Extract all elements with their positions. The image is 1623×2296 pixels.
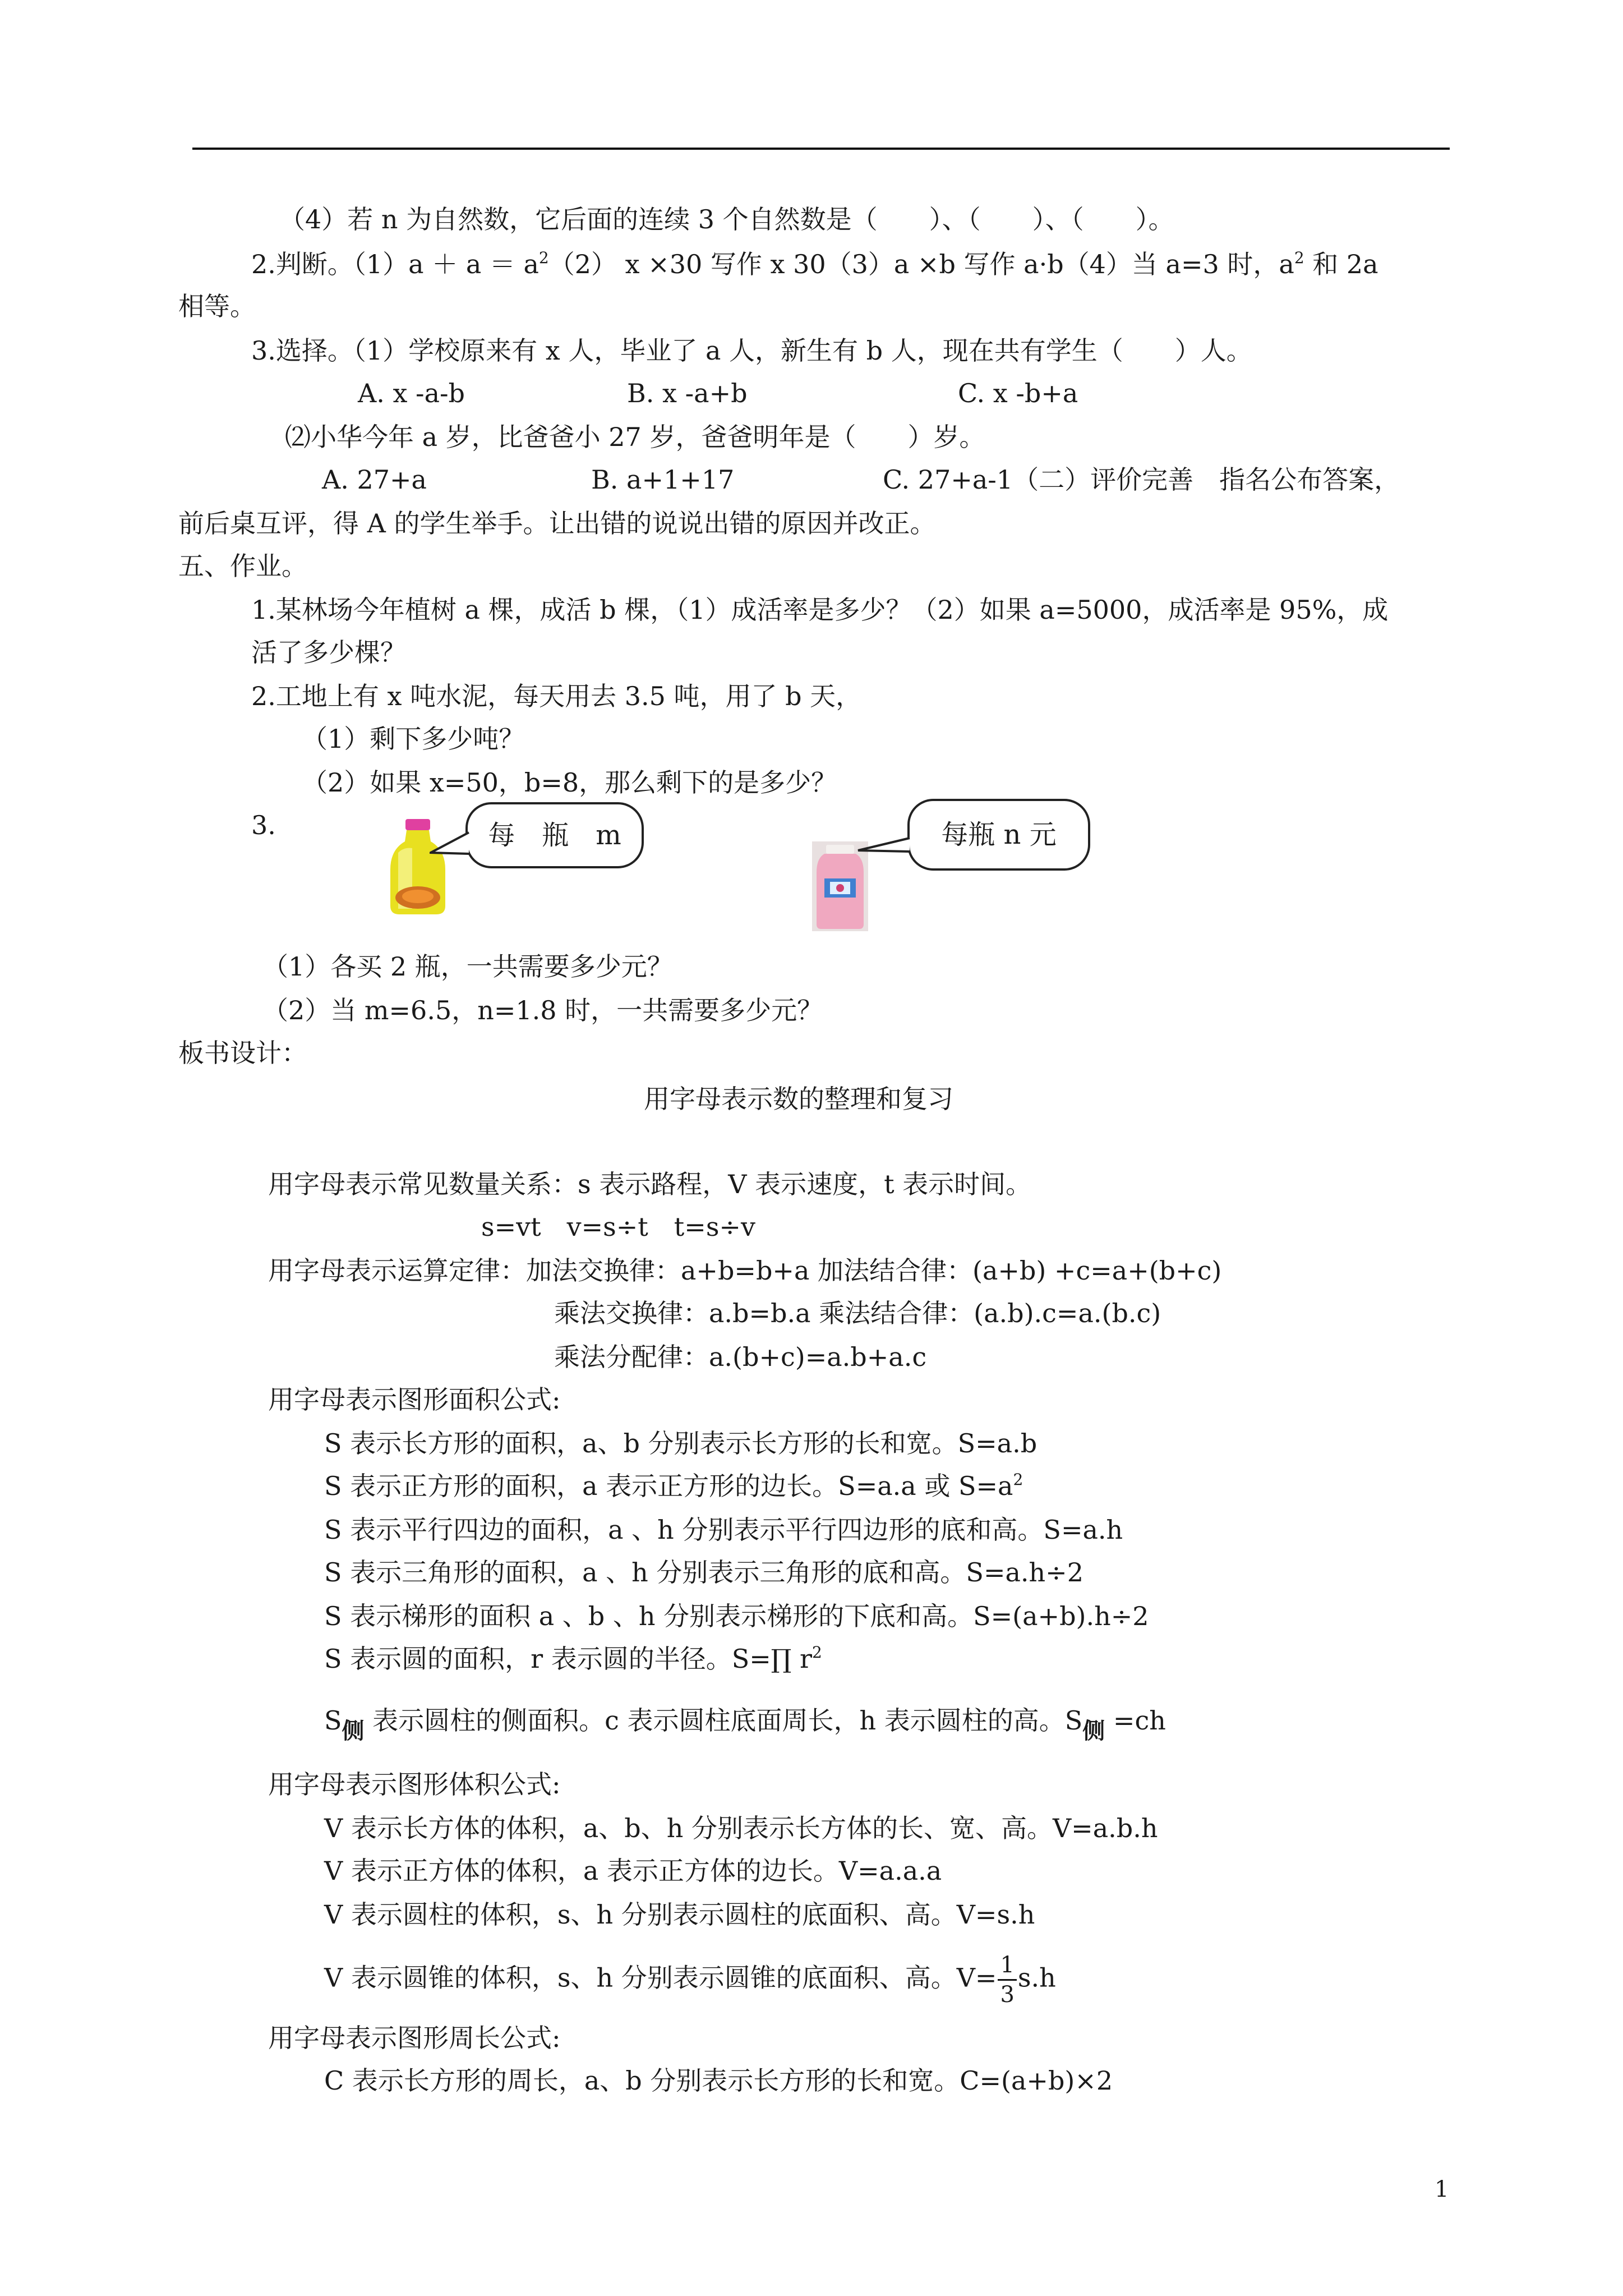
text-line: （2）当 m=6.5，n=1.8 时，一共需要多少元？ [262, 995, 823, 1025]
text-line: S侧 表示圆柱的侧面积。c 表示圆柱底面周长，h 表示圆柱的高。S侧 =ch [324, 1705, 1166, 1744]
text-line: S 表示平行四边的面积，a 、h 分别表示平行四边形的底和高。S=a.h [324, 1515, 1123, 1545]
header-rule [192, 148, 1450, 150]
formula-line: s=vt v=s÷t t=s÷v [481, 1212, 755, 1242]
text-line: V 表示长方体的体积，a、b、h 分别表示长方体的长、宽、高。V=a.b.h [324, 1813, 1158, 1843]
text-line: 相等。 [178, 291, 256, 321]
text-line: 3.选择。（1）学校原来有 x 人，毕业了 a 人，新生有 b 人，现在共有学生（ ）人。 [251, 335, 1252, 366]
bubble-tail [430, 829, 472, 863]
section-heading: 五、作业。 [178, 551, 307, 581]
text-line: 2.工地上有 x 吨水泥，每天用去 3.5 吨，用了 b 天， [251, 681, 862, 711]
option-c: C. 27+a-1（二）评价完善 指名公布答案， [883, 464, 1400, 495]
board-title: 用字母表示数的整理和复习 [644, 1084, 953, 1114]
text-line: V 表示圆柱的体积，s、h 分别表示圆柱的底面积、高。V=s.h [324, 1899, 1035, 1930]
text-line: （1）剩下多少吨？ [302, 724, 525, 754]
text-line: 活了多少棵？ [251, 637, 406, 668]
price-bubble-n: 每瓶 n 元 [907, 799, 1090, 871]
text-line: 用字母表示运算定律：加法交换律：a+b=b+a 加法结合律：(a+b) +c=a+(b+c) [268, 1255, 1222, 1286]
text-line: 乘法分配律：a.(b+c)=a.b+a.c [554, 1342, 927, 1372]
text-line: 用字母表示图形面积公式: [268, 1384, 561, 1415]
text-line: 用字母表示图形周长公式: [268, 2023, 561, 2053]
text-line: （4）若 n 为自然数，它后面的连续 3 个自然数是（ ）、（ ）、（ ）。 [279, 204, 1174, 234]
fraction-one-third: $\frac{1}{3}$ [998, 1951, 1016, 2009]
text-line: 前后桌互评，得 A 的学生举手。让出错的说说出错的原因并改正。 [178, 508, 936, 539]
bubble-tail [857, 836, 913, 856]
option-a: A. 27+a [322, 464, 427, 495]
text-line: 乘法交换律：a.b=b.a 乘法结合律：(a.b).c=a.(b.c) [554, 1298, 1161, 1328]
text-line: ⑵小华今年 a 岁，比爸爸小 27 岁，爸爸明年是（ ）岁。 [285, 422, 985, 452]
option-b: B. a+1+17 [591, 464, 735, 495]
option-a: A. x -a-b [358, 378, 465, 408]
text-line: 3. [251, 810, 276, 840]
price-bubble-m: 每 瓶 m [465, 802, 644, 868]
text-line: 用字母表示常见数量关系：s 表示路程，V 表示速度，t 表示时间。 [268, 1169, 1032, 1199]
text-line: S 表示长方形的面积，a、b 分别表示长方形的长和宽。S=a.b [324, 1428, 1038, 1458]
option-c: C. x -b+a [958, 378, 1078, 408]
text-line: S 表示圆的面积，r 表示圆的半径。S=∏ $r^2$ [324, 1643, 822, 1674]
page-number: 1 [1435, 2177, 1449, 2202]
text-line: 用字母表示图形体积公式: [268, 1769, 561, 1800]
option-b: B. x -a+b [627, 378, 748, 408]
text-line: C 表示长方形的周长，a、b 分别表示长方形的长和宽。C=(a+b)×2 [324, 2065, 1113, 2096]
text-line: 1.某林场今年植树 a 棵，成活 b 棵，（1）成活率是多少？（2）如果 a=5000，成活率是 95%，成 [251, 595, 1389, 625]
section-heading: 板书设计： [178, 1038, 307, 1068]
text-line: S 表示梯形的面积 a 、b 、h 分别表示梯形的下底和高。S=(a+b).h÷2 [324, 1601, 1149, 1631]
text-line: V 表示正方体的体积，a 表示正方体的边长。V=a.a.a [324, 1856, 942, 1886]
text-line: （1）各买 2 瓶，一共需要多少元？ [262, 951, 673, 982]
text-line: S 表示正方形的面积，a 表示正方形的边长。S=a.a 或 $S=a^2$ [324, 1470, 1023, 1501]
text-line: （2）如果 x=50，b=8，那么剩下的是多少？ [302, 767, 837, 798]
text-line: 2.判断。$(1)a + a = a^2(2)$ x ×30 写作 x 30（3）a ×b 写作 a·b（4）当 a=3 时，$a^2$ 和 2a [251, 249, 1378, 279]
text-line: S 表示三角形的面积，a 、h 分别表示三角形的底和高。S=a.h÷2 [324, 1557, 1083, 1588]
text-line: V 表示圆锥的体积，s、h 分别表示圆锥的底面积、高。V= $\frac{1}{3}$ s.h [324, 1952, 1056, 2008]
